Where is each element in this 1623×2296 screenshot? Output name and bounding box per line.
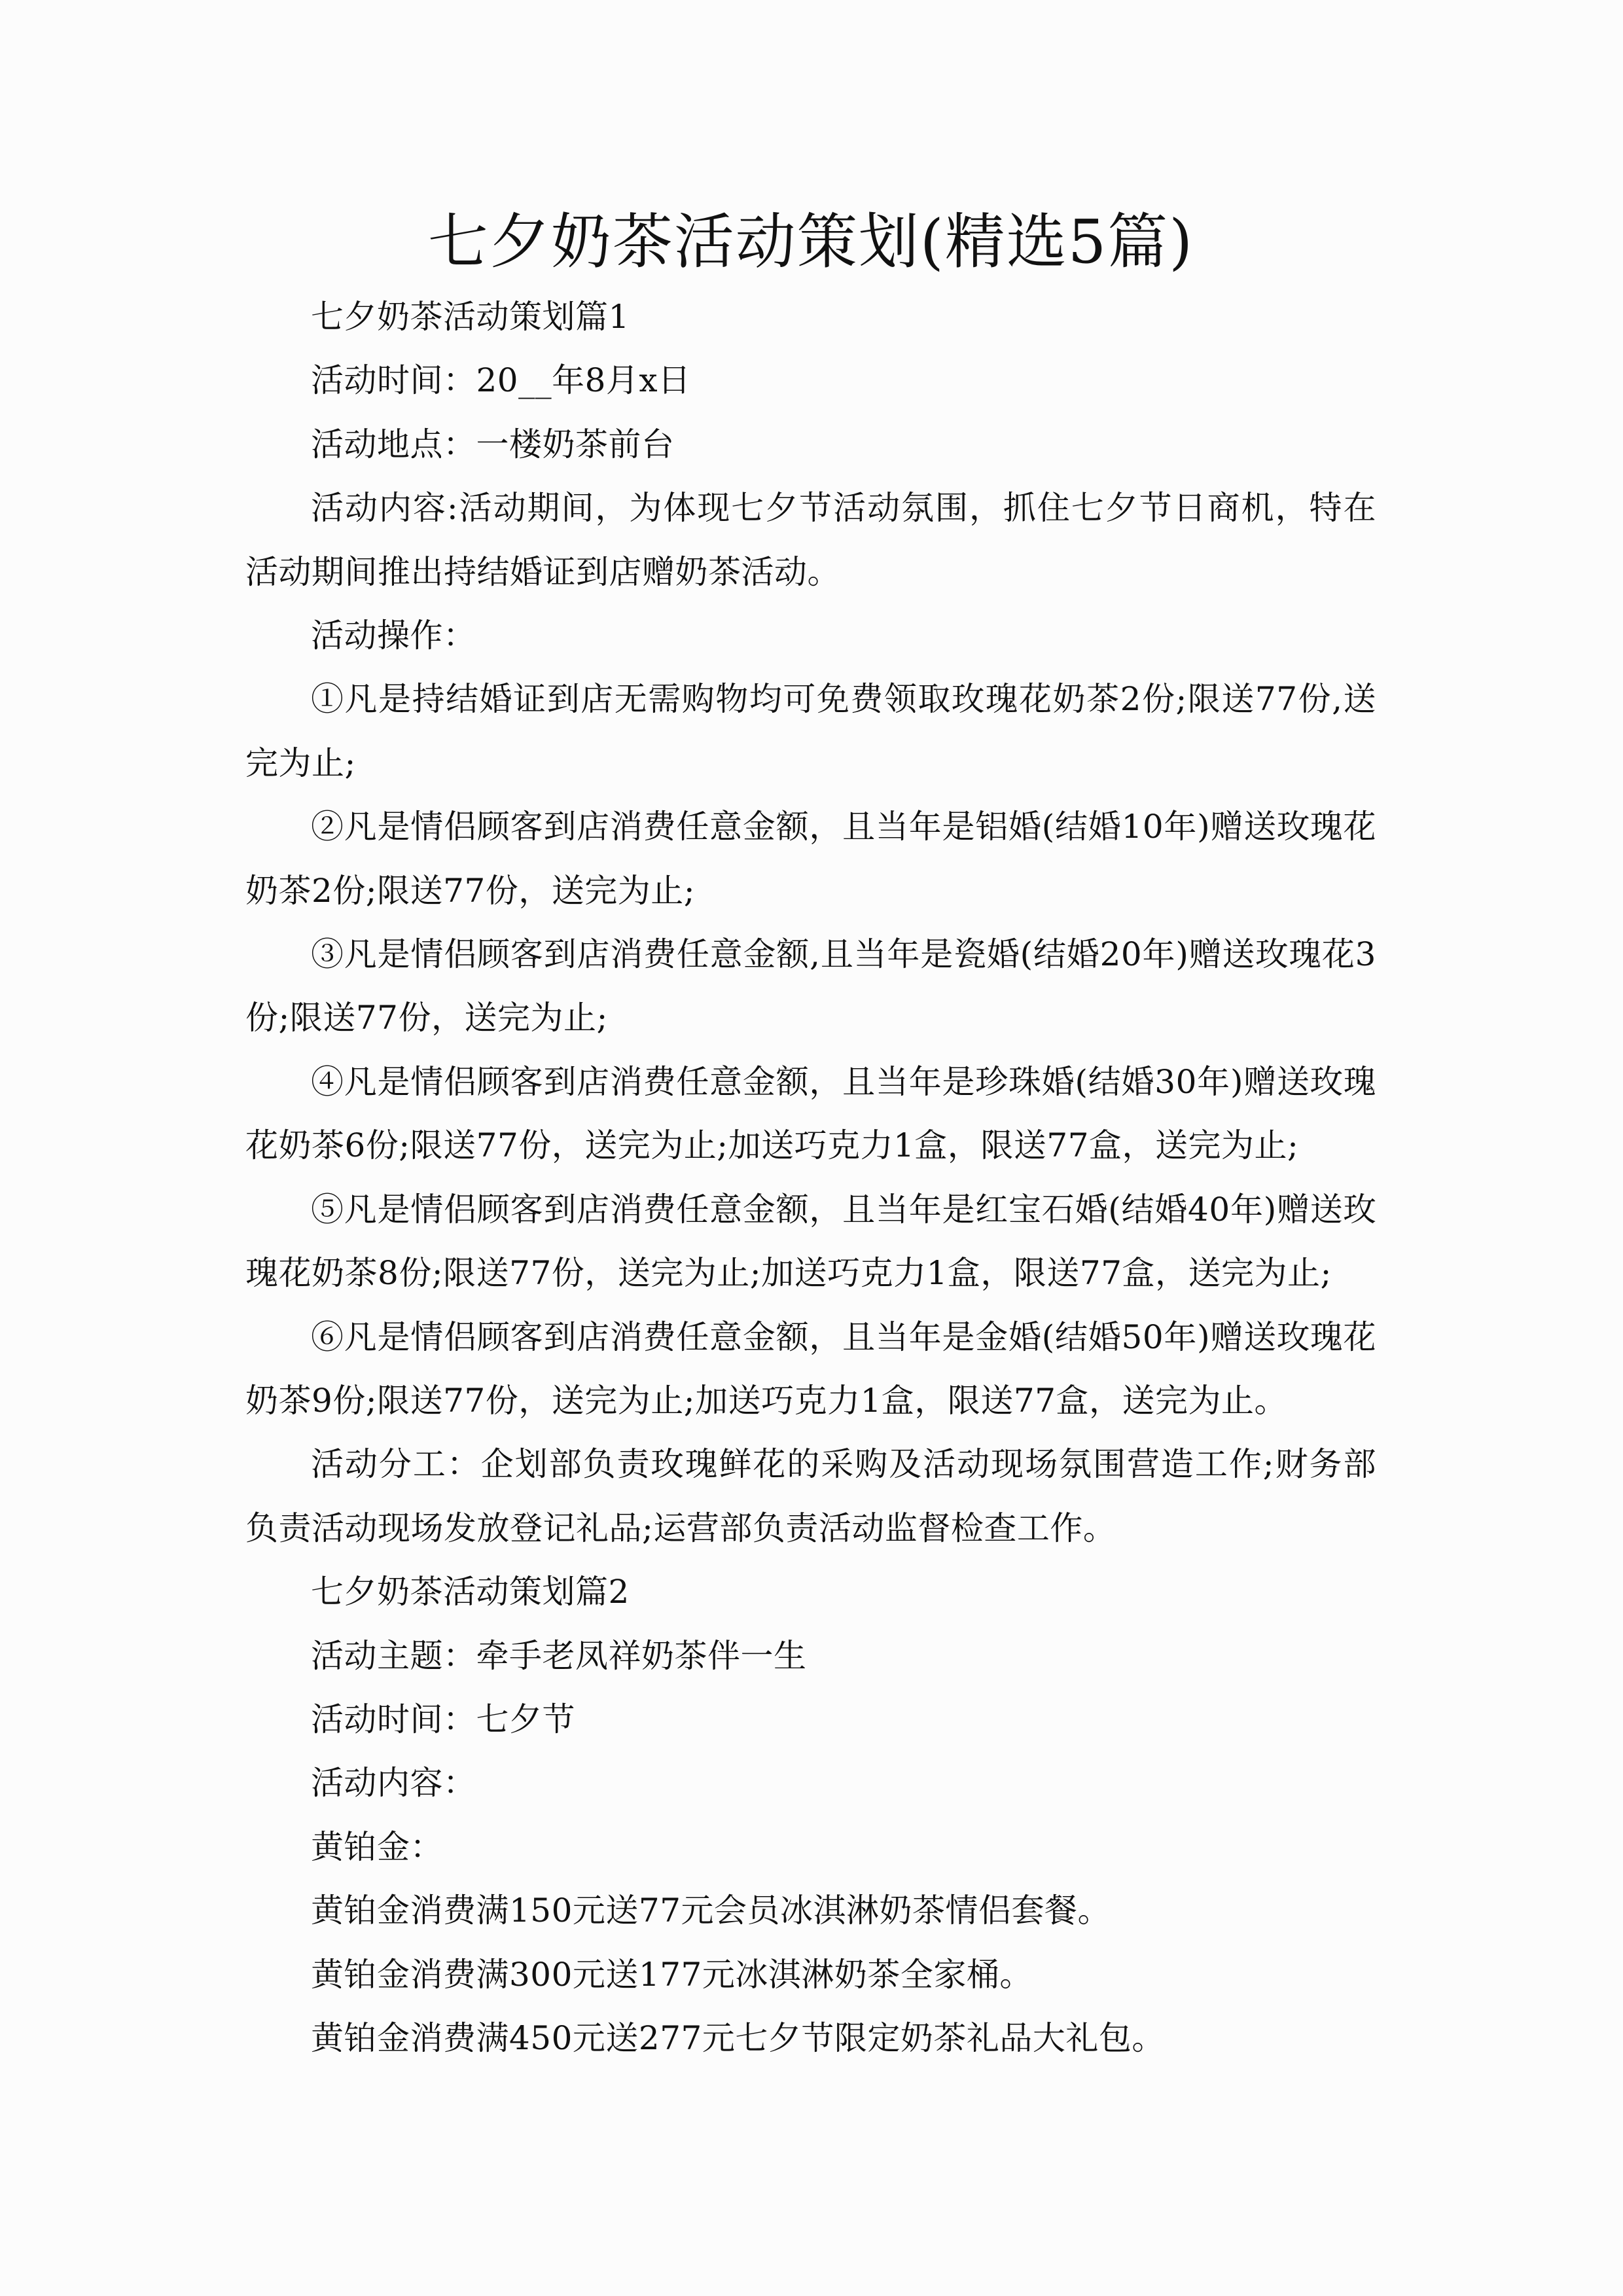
activity-division: 活动分工：企划部负责玫瑰鲜花的采购及活动现场氛围营造工作;财务部负责活动现场发放登记礼品;运营部负责活动监督检查工作。: [245, 1445, 1376, 1547]
document-title: 七夕奶茶活动策划(精选5篇): [427, 207, 1194, 277]
document-body: [245, 285, 1376, 2070]
activity-location: 活动地点：一楼奶茶前台: [311, 425, 675, 463]
activity-content: 活动内容:活动期间，为体现七夕节活动氛围，抓住七夕节日商机，特在活动期间推出持结婚证到店赠奶茶活动。: [245, 489, 1376, 591]
operation-item-4: ④凡是情侣顾客到店消费任意金额，且当年是珍珠婚(结婚30年)赠送玫瑰花奶茶6份;限送77份，送完为止;加送巧克力1盒，限送77盒，送完为止;: [245, 1062, 1376, 1165]
operation-item-1: ①凡是持结婚证到店无需购物均可免费领取玫瑰花奶茶2份;限送77份,送完为止;: [245, 680, 1376, 782]
platinum-offer-2: 黄铂金消费满300元送177元冰淇淋奶茶全家桶。: [311, 1955, 1033, 1994]
operation-item-3: ③凡是情侣顾客到店消费任意金额,且当年是瓷婚(结婚20年)赠送玫瑰花3份;限送77份，送完为止;: [245, 935, 1376, 1037]
operation-item-2: ②凡是情侣顾客到店消费任意金额，且当年是铝婚(结婚10年)赠送玫瑰花奶茶2份;限送77份，送完为止;: [245, 808, 1376, 910]
platinum-label: 黄铂金：: [311, 1827, 443, 1866]
platinum-offer-3: 黄铂金消费满450元送277元七夕节限定奶茶礼品大礼包。: [311, 2018, 1165, 2057]
operation-item-6: ⑥凡是情侣顾客到店消费任意金额，且当年是金婚(结婚50年)赠送玫瑰花奶茶9份;限送77份，送完为止;加送巧克力1盒，限送77盒，送完为止。: [245, 1318, 1376, 1420]
section-heading-2: 七夕奶茶活动策划篇2: [311, 1573, 630, 1611]
activity-time-2: 活动时间：七夕节: [311, 1700, 575, 1738]
activity-theme: 活动主题：牵手老凤祥奶茶伴一生: [311, 1636, 807, 1675]
activity-time: 活动时间：20__年8月x日: [311, 361, 691, 400]
activity-content-label-2: 活动内容：: [311, 1764, 476, 1803]
platinum-offer-1: 黄铂金消费满150元送77元会员冰淇淋奶茶情侣套餐。: [311, 1892, 1111, 1930]
activity-operation-label: 活动操作：: [311, 617, 476, 655]
operation-item-5: ⑤凡是情侣顾客到店消费任意金额，且当年是红宝石婚(结婚40年)赠送玫瑰花奶茶8份;限送77份，送完为止;加送巧克力1盒，限送77盒，送完为止;: [245, 1190, 1376, 1293]
section-heading-1: 七夕奶茶活动策划篇1: [311, 298, 630, 336]
